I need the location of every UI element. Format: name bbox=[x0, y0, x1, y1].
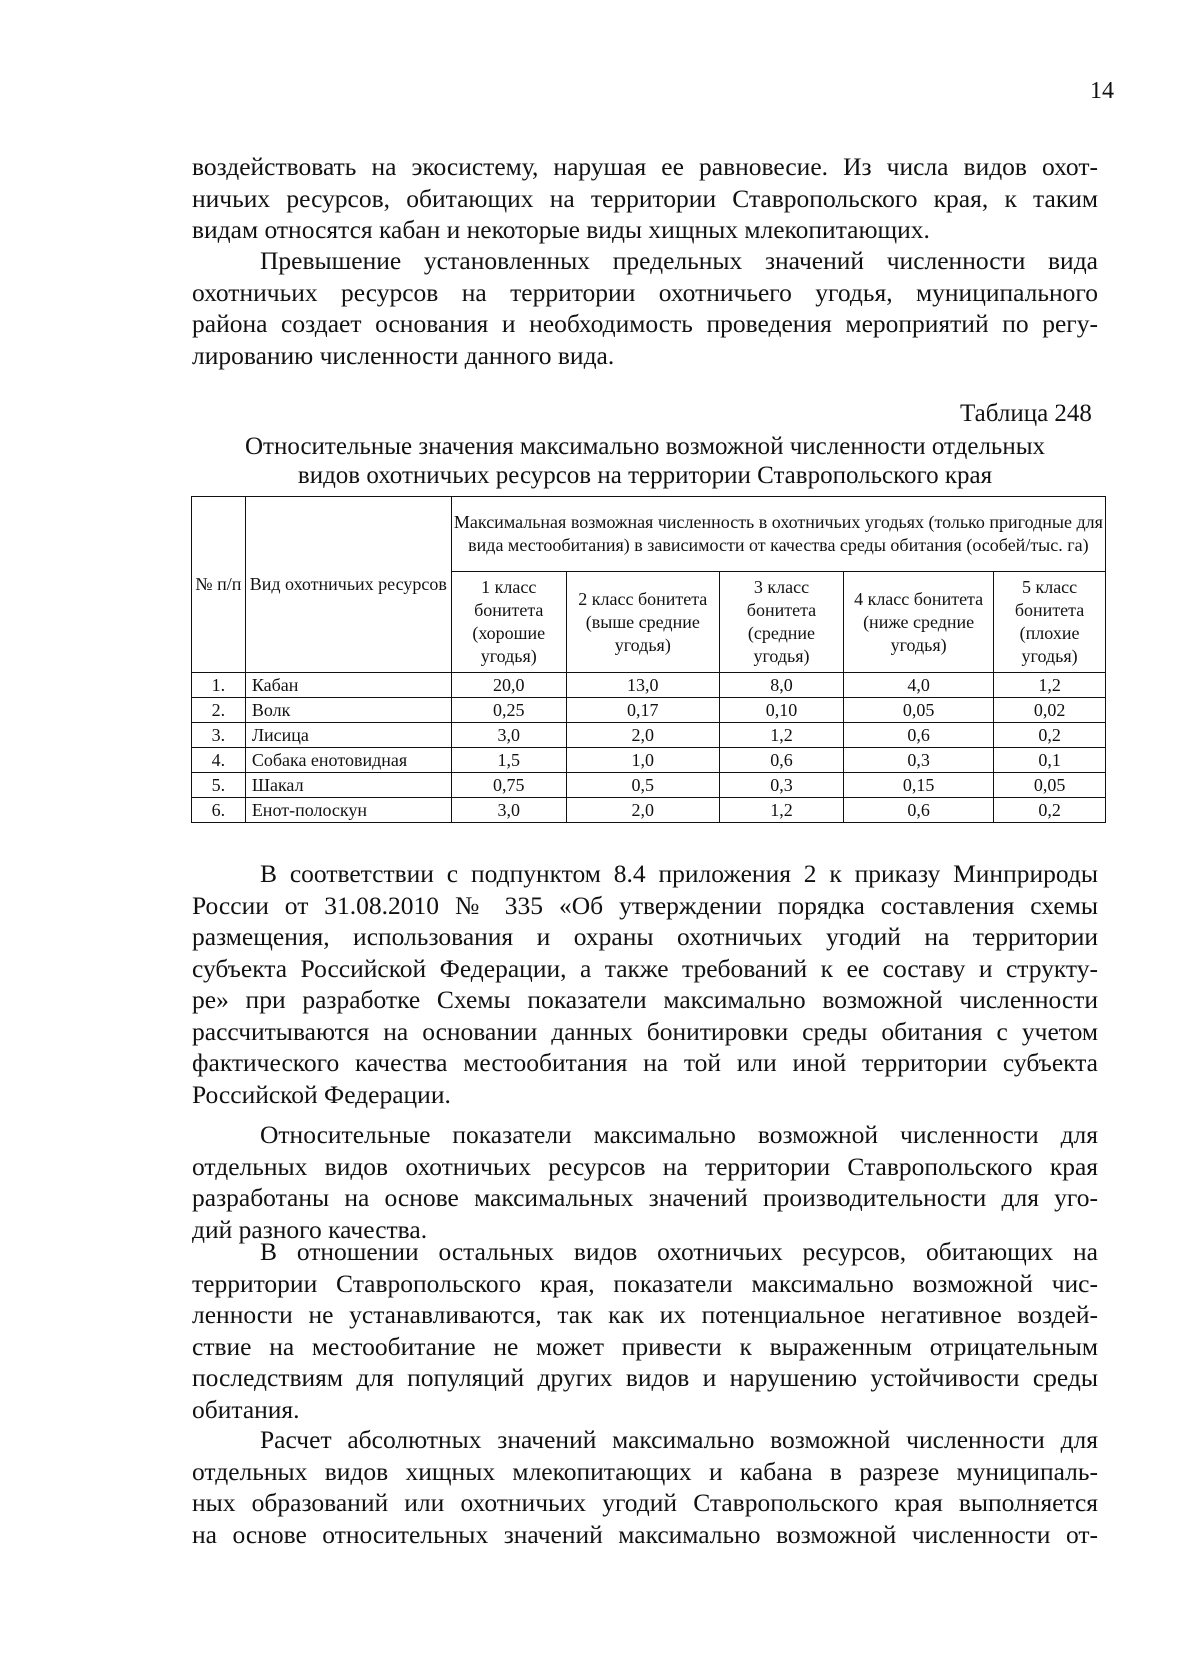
table-row bbox=[192, 773, 1106, 798]
table-row bbox=[192, 723, 1106, 748]
paragraph-line: разработаны на основе максимальных значений производительности для уго- bbox=[192, 1183, 1098, 1212]
data-table bbox=[191, 496, 1106, 823]
value-cell: 1,2 bbox=[994, 673, 1106, 698]
paragraph-line: на основе относительных значений максимально возможной численности от- bbox=[192, 1519, 1098, 1549]
paragraph-line: территории Ставропольского края, показатели максимально возможной чис- bbox=[192, 1268, 1098, 1298]
value-cell: 0,6 bbox=[719, 748, 843, 773]
species-name: Шакал bbox=[245, 773, 451, 798]
value-cell: 0,1 bbox=[994, 748, 1106, 773]
paragraph-3 bbox=[192, 858, 1098, 1110]
paragraph-line: фактического качества местообитания на той или иной территории субъекта bbox=[192, 1048, 1098, 1077]
species-name: Лисица bbox=[245, 723, 451, 748]
value-cell: 13,0 bbox=[566, 673, 719, 698]
paragraph-line: рассчитываются на основании данных бонитировки среды обитания с учетом bbox=[192, 1016, 1098, 1046]
paragraph-line: отдельных видов охотничьих ресурсов на территории Ставропольского края bbox=[192, 1151, 1098, 1181]
paragraph-line: ствие на местообитание не может привести к выраженным отрицательным bbox=[192, 1331, 1098, 1361]
value-cell: 4,0 bbox=[844, 673, 994, 698]
paragraph-line: ничьих ресурсов, обитающих на территории Ставропольского края, к таким bbox=[192, 183, 1098, 213]
paragraph-line: видам относятся кабан и некоторые виды хищных млекопитающих. bbox=[192, 215, 930, 244]
value-cell: 8,0 bbox=[719, 673, 843, 698]
table-row bbox=[192, 673, 1106, 698]
row-number: 3. bbox=[192, 723, 246, 748]
paragraph-line: отдельных видов хищных млекопитающих и кабана в разрезе муниципаль- bbox=[192, 1456, 1098, 1486]
paragraph-line: последствиям для популяций других видов и нарушению устойчивости среды bbox=[192, 1363, 1098, 1392]
table-caption bbox=[192, 432, 1098, 490]
table-row bbox=[192, 798, 1106, 823]
value-cell: 0,15 bbox=[844, 773, 994, 798]
paragraph-6 bbox=[192, 1424, 1098, 1550]
species-name: Енот-полоскун bbox=[245, 798, 451, 823]
value-cell: 0,6 bbox=[844, 723, 994, 748]
paragraph-line: Превышение установленных предельных значений численности вида bbox=[260, 246, 1098, 275]
intro-paragraph bbox=[192, 151, 1098, 246]
header-species: Вид охотничьих ресурсов bbox=[245, 497, 451, 673]
value-cell: 2,0 bbox=[566, 798, 719, 823]
value-cell: 0,02 bbox=[994, 698, 1106, 723]
species-name: Собака енотовидная bbox=[245, 748, 451, 773]
species-name: Волк bbox=[245, 698, 451, 723]
paragraph-line: лированию численности данного вида. bbox=[192, 340, 615, 370]
header-max-density: Максимальная возможная численность в охотничьих угодьях (только пригодные для вида местообитания) в зависимости от качества среды обитания (особей/тыс. га) bbox=[451, 497, 1105, 572]
row-number: 2. bbox=[192, 698, 246, 723]
value-cell: 1,5 bbox=[451, 748, 566, 773]
value-cell: 1,2 bbox=[719, 723, 843, 748]
row-number: 1. bbox=[192, 673, 246, 698]
value-cell: 0,17 bbox=[566, 698, 719, 723]
paragraph-line: субъекта Российской Федерации, а также требований к ее составу и структу- bbox=[192, 953, 1098, 983]
value-cell: 0,3 bbox=[844, 748, 994, 773]
value-cell: 0,5 bbox=[566, 773, 719, 798]
paragraph-line: Расчет абсолютных значений максимально возможной численности для bbox=[260, 1425, 1098, 1454]
value-cell: 1,0 bbox=[566, 748, 719, 773]
paragraph-line: России от 31.08.2010 № 335 «Об утверждении порядка составления схемы bbox=[192, 890, 1098, 920]
paragraph-line: обитания. bbox=[192, 1394, 300, 1424]
value-cell: 2,0 bbox=[566, 723, 719, 748]
value-cell: 3,0 bbox=[451, 798, 566, 823]
paragraph-line: Относительные показатели максимально возможной численности для bbox=[260, 1120, 1098, 1149]
species-name: Кабан bbox=[245, 673, 451, 698]
value-cell: 0,3 bbox=[719, 773, 843, 798]
header-class-5: 5 класс бонитета (плохие угодья) bbox=[994, 572, 1106, 673]
paragraph-line: дий разного качества. bbox=[192, 1214, 428, 1244]
value-cell: 3,0 bbox=[451, 723, 566, 748]
row-number: 6. bbox=[192, 798, 246, 823]
header-number: № п/п bbox=[192, 497, 246, 673]
value-cell: 0,2 bbox=[994, 723, 1106, 748]
paragraph-line: Российской Федерации. bbox=[192, 1079, 451, 1109]
value-cell: 0,05 bbox=[994, 773, 1106, 798]
paragraph-line: воздействовать на экосистему, нарушая ее равновесие. Из числа видов охот- bbox=[192, 152, 1098, 181]
paragraph-4 bbox=[192, 1119, 1098, 1245]
paragraph-line: ре» при разработке Схемы показатели максимально возможной численности bbox=[192, 985, 1098, 1014]
value-cell: 0,25 bbox=[451, 698, 566, 723]
header-class-2: 2 класс бонитета (выше средние угодья) bbox=[566, 572, 719, 673]
table-row bbox=[192, 698, 1106, 723]
paragraph-line: района создает основания и необходимость проведения мероприятий по регу- bbox=[192, 309, 1098, 338]
paragraph-line: В отношении остальных видов охотничьих ресурсов, обитающих на bbox=[260, 1237, 1098, 1266]
value-cell: 0,6 bbox=[844, 798, 994, 823]
value-cell: 0,10 bbox=[719, 698, 843, 723]
value-cell: 0,2 bbox=[994, 798, 1106, 823]
page-number: 14 bbox=[1090, 78, 1114, 104]
paragraph-line: В соответствии с подпунктом 8.4 приложения 2 к приказу Минприроды bbox=[260, 859, 1098, 888]
table-row bbox=[192, 748, 1106, 773]
paragraph-5 bbox=[192, 1236, 1098, 1425]
table-caption-line: Относительные значения максимально возможной численности отдельных bbox=[244, 433, 1046, 460]
row-number: 4. bbox=[192, 748, 246, 773]
value-cell: 0,75 bbox=[451, 773, 566, 798]
value-cell: 0,05 bbox=[844, 698, 994, 723]
header-class-1: 1 класс бонитета (хорошие угодья) bbox=[451, 572, 566, 673]
table-caption-line: видов охотничьих ресурсов на территории Ставропольского края bbox=[297, 462, 993, 489]
row-number: 5. bbox=[192, 773, 246, 798]
paragraph-line: размещения, использования и охраны охотничьих угодий на территории bbox=[192, 922, 1098, 951]
paragraph-line: ленности не устанавливаются, так как их потенциальное негативное воздей- bbox=[192, 1300, 1098, 1329]
value-cell: 20,0 bbox=[451, 673, 566, 698]
paragraph-line: ных образований или охотничьих угодий Ставропольского края выполняется bbox=[192, 1488, 1098, 1517]
header-class-4: 4 класс бонитета (ниже средние угодья) bbox=[844, 572, 994, 673]
paragraph-2 bbox=[192, 245, 1098, 371]
header-class-3: 3 класс бонитета (средние угодья) bbox=[719, 572, 843, 673]
paragraph-line: охотничьих ресурсов на территории охотничьего угодья, муниципального bbox=[192, 277, 1098, 307]
value-cell: 1,2 bbox=[719, 798, 843, 823]
table-label: Таблица 248 bbox=[960, 400, 1092, 427]
